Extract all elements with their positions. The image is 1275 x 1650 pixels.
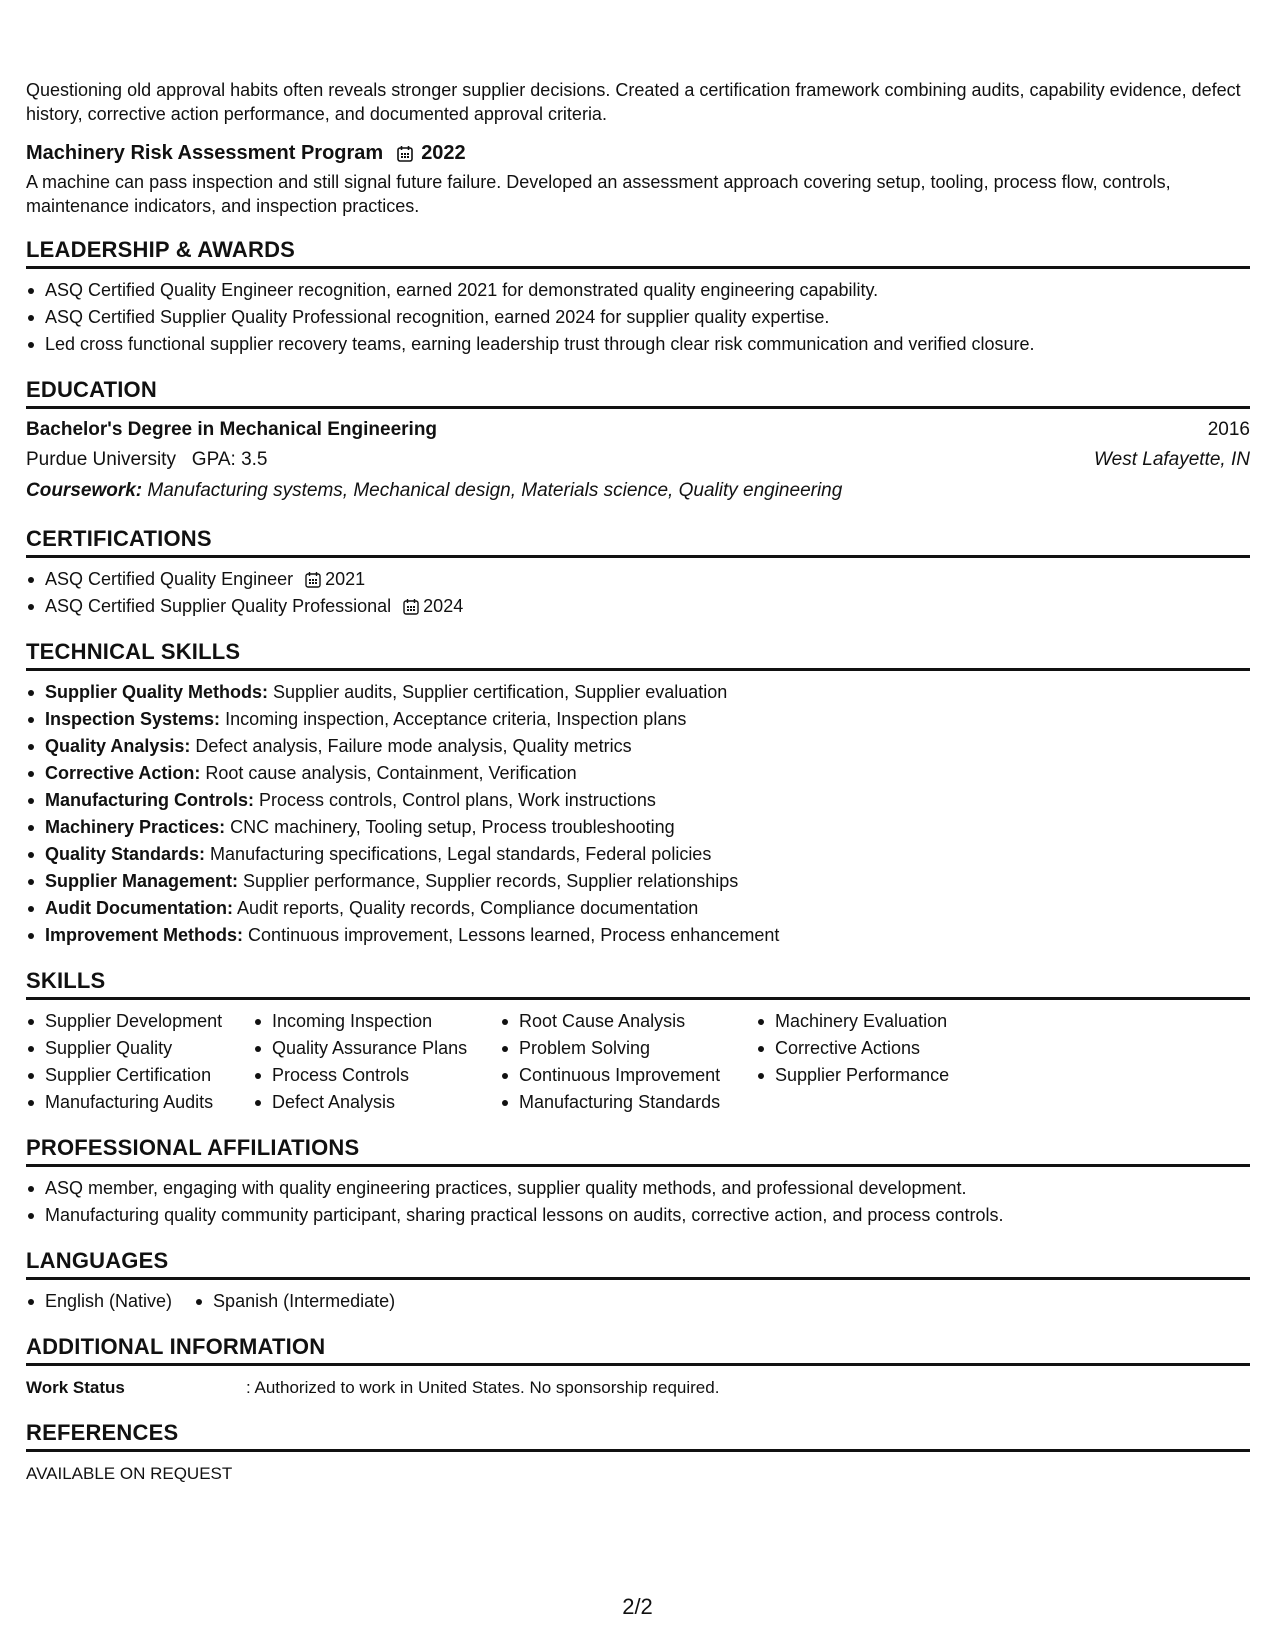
skill-item (26, 733, 1250, 760)
list-item: Continuous Improvement (500, 1062, 756, 1089)
list-item: Manufacturing Audits (26, 1089, 253, 1116)
section-heading: LEADERSHIP & AWARDS (26, 234, 1250, 269)
skill-item (26, 760, 1250, 787)
skill-label: Supplier Quality Methods: (45, 682, 269, 702)
skill-item (26, 679, 1250, 706)
intro-paragraph: Questioning old approval habits often reveals stronger supplier decisions. Created a certification framework combining audits, capability evidence, defect history, corrective action performance, and documented approval criteria. (26, 80, 1241, 124)
list-item: Supplier Development (26, 1008, 253, 1035)
certifications-section (26, 523, 1250, 620)
language-item: Spanish (Intermediate) (194, 1288, 395, 1315)
skill-label: Corrective Action: (45, 763, 201, 783)
skill-value: Defect analysis, Failure mode analysis, Quality metrics (195, 736, 632, 756)
work-status-row (26, 1374, 1250, 1401)
certification-name: ASQ Certified Quality Engineer (45, 569, 294, 589)
calendar-icon (305, 571, 321, 588)
list-item: Problem Solving (500, 1035, 756, 1062)
language-item: English (Native) (26, 1288, 172, 1315)
skill-value: Root cause analysis, Containment, Verification (205, 763, 577, 783)
skills-columns (26, 1008, 1250, 1116)
section-heading: CERTIFICATIONS (26, 523, 1250, 558)
skill-label: Machinery Practices: (45, 817, 226, 837)
project-year: 2022 (421, 141, 466, 164)
graduation-year: 2016 (1207, 419, 1250, 440)
skill-value: Continuous improvement, Lessons learned, Process enhancement (248, 925, 780, 945)
certification-name: ASQ Certified Supplier Quality Professional (45, 596, 392, 616)
resume-page (26, 78, 1250, 1487)
list-item: Process Controls (253, 1062, 500, 1089)
skill-value: Incoming inspection, Acceptance criteria, Inspection plans (225, 709, 687, 729)
skill-item (26, 922, 1250, 949)
section-heading: SKILLS (26, 965, 1250, 1000)
list-item: Quality Assurance Plans (253, 1035, 500, 1062)
list-item: Manufacturing quality community participant, sharing practical lessons on audits, corrective action, and process controls. (26, 1202, 1250, 1229)
school: Purdue University (26, 449, 176, 470)
skill-value: CNC machinery, Tooling setup, Process troubleshooting (230, 817, 675, 837)
work-status-label: Work Status (26, 1378, 125, 1397)
skill-value: Manufacturing specifications, Legal standards, Federal policies (210, 844, 712, 864)
certification-year: 2021 (325, 569, 366, 589)
work-status-value: : Authorized to work in United States. No sponsorship required. (246, 1378, 720, 1397)
list-item: ASQ member, engaging with quality engineering practices, supplier quality methods, and professional development. (26, 1175, 1250, 1202)
project-title-row (26, 140, 1250, 166)
skill-value: Audit reports, Quality records, Compliance documentation (237, 898, 699, 918)
calendar-icon (397, 145, 413, 162)
skill-label: Quality Analysis: (45, 736, 191, 756)
project-title: Machinery Risk Assessment Program (26, 141, 384, 164)
degree: Bachelor's Degree in Mechanical Engineering (26, 419, 438, 440)
list-item: Led cross functional supplier recovery teams, earning leadership trust through clear risk communication and verified closure. (26, 331, 1250, 358)
skill-item (26, 841, 1250, 868)
list-item: Incoming Inspection (253, 1008, 500, 1035)
skill-label: Quality Standards: (45, 844, 206, 864)
coursework-label: Coursework: (26, 480, 143, 501)
certification-item (26, 593, 1250, 620)
skill-label: Supplier Management: (45, 871, 239, 891)
list-item: ASQ Certified Supplier Quality Professional recognition, earned 2024 for supplier quality expertise. (26, 304, 1250, 331)
list-item: Supplier Quality (26, 1035, 253, 1062)
certification-item (26, 566, 1250, 593)
skill-item (26, 868, 1250, 895)
calendar-icon (403, 598, 419, 615)
list-item: Supplier Certification (26, 1062, 253, 1089)
references-text: AVAILABLE ON REQUEST (26, 1464, 233, 1483)
list-item: ASQ Certified Quality Engineer recognition, earned 2021 for demonstrated quality engineering capability. (26, 277, 1250, 304)
list-item: Manufacturing Standards (500, 1089, 756, 1116)
list-item: Corrective Actions (756, 1035, 1016, 1062)
coursework (26, 475, 1250, 507)
skill-label: Improvement Methods: (45, 925, 244, 945)
section-heading: ADDITIONAL INFORMATION (26, 1331, 1250, 1366)
languages-section (26, 1245, 1250, 1315)
gpa: GPA: 3.5 (191, 449, 268, 470)
list-item: Root Cause Analysis (500, 1008, 756, 1035)
affiliations-section (26, 1132, 1250, 1229)
education-section (26, 374, 1250, 507)
section-heading: PROFESSIONAL AFFILIATIONS (26, 1132, 1250, 1167)
leadership-section (26, 234, 1250, 358)
school-location: West Lafayette, IN (1094, 449, 1250, 470)
skill-label: Manufacturing Controls: (45, 790, 254, 810)
skill-item (26, 787, 1250, 814)
skill-item (26, 706, 1250, 733)
skill-value: Supplier audits, Supplier certification, Supplier evaluation (273, 682, 728, 702)
skill-value: Process controls, Control plans, Work instructions (259, 790, 656, 810)
section-heading: REFERENCES (26, 1417, 1250, 1452)
coursework-list: Manufacturing systems, Mechanical design, Materials science, Quality engineering (147, 480, 843, 501)
technical-skills-section (26, 636, 1250, 949)
skill-label: Audit Documentation: (45, 898, 233, 918)
skill-item (26, 814, 1250, 841)
skill-value: Supplier performance, Supplier records, Supplier relationships (243, 871, 739, 891)
skills-section (26, 965, 1250, 1116)
certification-year: 2024 (423, 596, 464, 616)
page-number: 2/2 (622, 1594, 653, 1619)
section-heading: EDUCATION (26, 374, 1250, 409)
references-section (26, 1417, 1250, 1487)
list-item: Machinery Evaluation (756, 1008, 1016, 1035)
additional-info-section (26, 1331, 1250, 1401)
skill-item (26, 895, 1250, 922)
list-item: Supplier Performance (756, 1062, 1016, 1089)
skill-label: Inspection Systems: (45, 709, 221, 729)
project-description: A machine can pass inspection and still signal future failure. Developed an assessment approach covering setup, tooling, process flow, controls, maintenance indicators, and inspection practices. (26, 172, 1171, 216)
section-heading: TECHNICAL SKILLS (26, 636, 1250, 671)
list-item: Defect Analysis (253, 1089, 500, 1116)
section-heading: LANGUAGES (26, 1245, 1250, 1280)
